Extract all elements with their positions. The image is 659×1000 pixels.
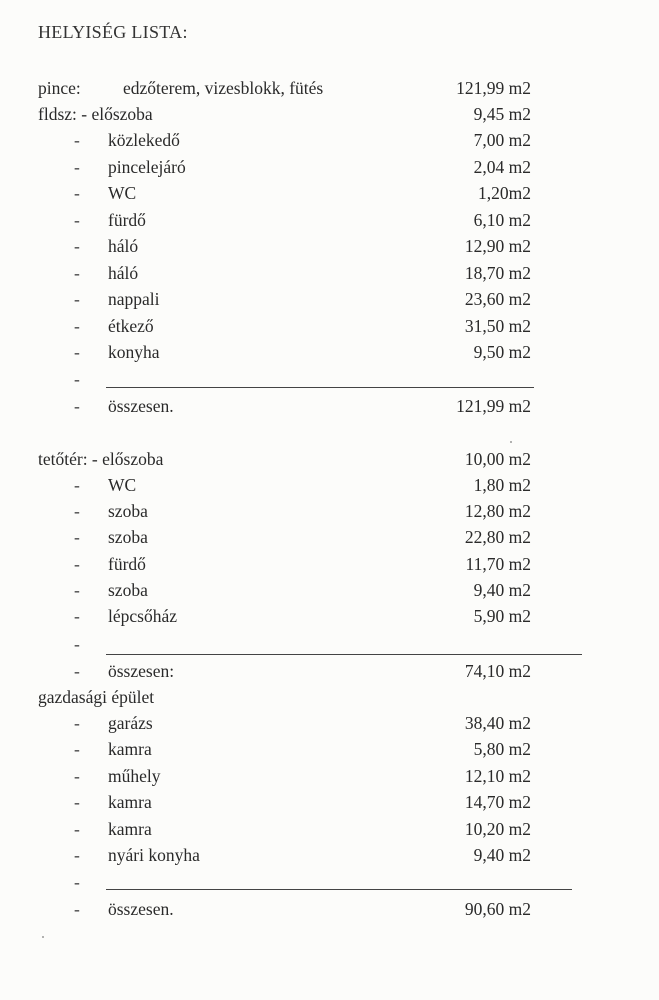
tetoter-total-label: összesen: xyxy=(108,661,175,681)
room-area: 23,60 m2 xyxy=(464,289,531,309)
room-name: háló xyxy=(108,262,139,283)
room-row xyxy=(0,579,659,601)
room-area: 11,70 m2 xyxy=(465,553,531,574)
room-row xyxy=(0,288,659,310)
room-row xyxy=(0,156,659,178)
room-area: 10,20 m2 xyxy=(464,818,531,839)
pince-row xyxy=(0,77,659,99)
room-row xyxy=(0,818,659,840)
room-row xyxy=(0,182,659,204)
room-name: nappali xyxy=(108,289,160,309)
dash: - xyxy=(74,739,80,760)
room-area: 1,20m2 xyxy=(478,183,531,203)
room-row xyxy=(0,235,659,257)
gazdasagi-total-row xyxy=(0,898,659,920)
pince-area: 121,99 m2 xyxy=(456,78,531,98)
room-row xyxy=(0,526,659,548)
room-name: WC xyxy=(108,475,137,495)
room-area: 5,90 m2 xyxy=(473,606,531,626)
room-row xyxy=(0,712,659,734)
room-name: fürdő xyxy=(108,553,146,574)
room-name: nyári konyha xyxy=(108,845,200,865)
tetoter-blank-row xyxy=(0,633,659,655)
gazdasagi-total-area: 90,60 m2 xyxy=(464,899,531,919)
dash: - xyxy=(74,713,80,733)
scan-speck xyxy=(42,936,44,938)
room-name: közlekedő xyxy=(108,130,180,150)
room-name: fürdő xyxy=(108,209,146,230)
room-area: 7,00 m2 xyxy=(473,130,531,150)
dash: - xyxy=(74,553,80,574)
tetoter-sum-rule xyxy=(106,654,582,655)
fldsz-first-row xyxy=(0,103,659,125)
room-name: konyha xyxy=(108,342,160,362)
room-row xyxy=(0,791,659,813)
room-area: 31,50 m2 xyxy=(464,315,531,336)
room-area: 12,10 m2 xyxy=(464,765,531,786)
dash: - xyxy=(74,156,80,177)
pince-rooms: edzőterem, vizesblokk, fütés xyxy=(123,78,324,98)
dash: - xyxy=(74,315,80,336)
fldsz-first-area: 9,45 m2 xyxy=(473,104,531,124)
dash: - xyxy=(74,475,80,495)
room-name: pincelejáró xyxy=(108,156,186,177)
room-area: 12,80 m2 xyxy=(464,501,531,522)
dash: - xyxy=(74,765,80,786)
pince-label: pince: xyxy=(38,78,81,98)
gazdasagi-sum-rule xyxy=(106,889,572,890)
dash: - xyxy=(74,236,80,256)
dash: - xyxy=(74,501,80,522)
dash: - xyxy=(74,527,80,548)
room-name: étkező xyxy=(108,315,154,336)
dash: - xyxy=(74,396,80,416)
room-row xyxy=(0,315,659,337)
room-area: 38,40 m2 xyxy=(464,713,531,733)
room-area: 18,70 m2 xyxy=(464,262,531,283)
room-area: 2,04 m2 xyxy=(473,156,531,177)
fldsz-total-row xyxy=(0,395,659,417)
dash: - xyxy=(74,899,80,919)
dash: - xyxy=(74,845,80,865)
dash: - xyxy=(74,818,80,839)
tetoter-first-row xyxy=(0,448,659,470)
room-row xyxy=(0,341,659,363)
tetoter-total-row xyxy=(0,660,659,682)
room-name: kamra xyxy=(108,818,152,839)
room-row xyxy=(0,844,659,866)
dash: - xyxy=(74,606,80,626)
fldsz-total-area: 121,99 m2 xyxy=(456,396,531,416)
room-name: kamra xyxy=(108,792,152,813)
room-name: lépcsőház xyxy=(108,606,177,626)
room-row xyxy=(0,765,659,787)
dash: - xyxy=(74,634,80,654)
dash: - xyxy=(74,369,80,389)
room-name: garázs xyxy=(108,713,153,733)
room-row xyxy=(0,738,659,760)
fldsz-sum-rule xyxy=(106,387,534,388)
tetoter-first-area: 10,00 m2 xyxy=(464,449,531,469)
room-area: 9,40 m2 xyxy=(473,579,531,600)
room-row xyxy=(0,553,659,575)
gazdasagi-total-label: összesen. xyxy=(108,899,174,919)
dash: - xyxy=(74,342,80,362)
room-name: műhely xyxy=(108,765,161,786)
room-name: szoba xyxy=(108,501,148,522)
room-area: 14,70 m2 xyxy=(464,792,531,813)
dash: - xyxy=(74,183,80,203)
room-area: 12,90 m2 xyxy=(464,236,531,256)
room-name: szoba xyxy=(108,579,148,600)
scan-speck xyxy=(510,441,512,443)
dash: - xyxy=(74,130,80,150)
room-area: 22,80 m2 xyxy=(464,527,531,548)
fldsz-label: fldsz: - előszoba xyxy=(38,104,153,124)
room-row xyxy=(0,129,659,151)
dash: - xyxy=(74,661,80,681)
room-name: háló xyxy=(108,236,139,256)
room-row xyxy=(0,605,659,627)
tetoter-label: tetőtér: - előszoba xyxy=(38,449,164,469)
room-row xyxy=(0,500,659,522)
room-area: 9,40 m2 xyxy=(473,845,531,865)
dash: - xyxy=(74,262,80,283)
tetoter-total-area: 74,10 m2 xyxy=(464,661,531,681)
room-name: szoba xyxy=(108,527,148,548)
dash: - xyxy=(74,209,80,230)
room-name: kamra xyxy=(108,739,152,760)
fldsz-total-label: összesen. xyxy=(108,396,174,416)
dash: - xyxy=(74,792,80,813)
room-area: 9,50 m2 xyxy=(473,342,531,362)
room-row xyxy=(0,474,659,496)
dash: - xyxy=(74,289,80,309)
dash: - xyxy=(74,579,80,600)
room-area: 6,10 m2 xyxy=(473,209,531,230)
room-area: 1,80 m2 xyxy=(473,475,531,495)
room-row xyxy=(0,262,659,284)
gazdasagi-heading-row xyxy=(0,686,659,708)
room-name: WC xyxy=(108,183,137,203)
dash: - xyxy=(74,872,80,892)
room-area: 5,80 m2 xyxy=(473,739,531,760)
gazdasagi-heading: gazdasági épület xyxy=(38,687,155,707)
room-row xyxy=(0,209,659,231)
page-title: HELYISÉG LISTA: xyxy=(38,22,188,42)
